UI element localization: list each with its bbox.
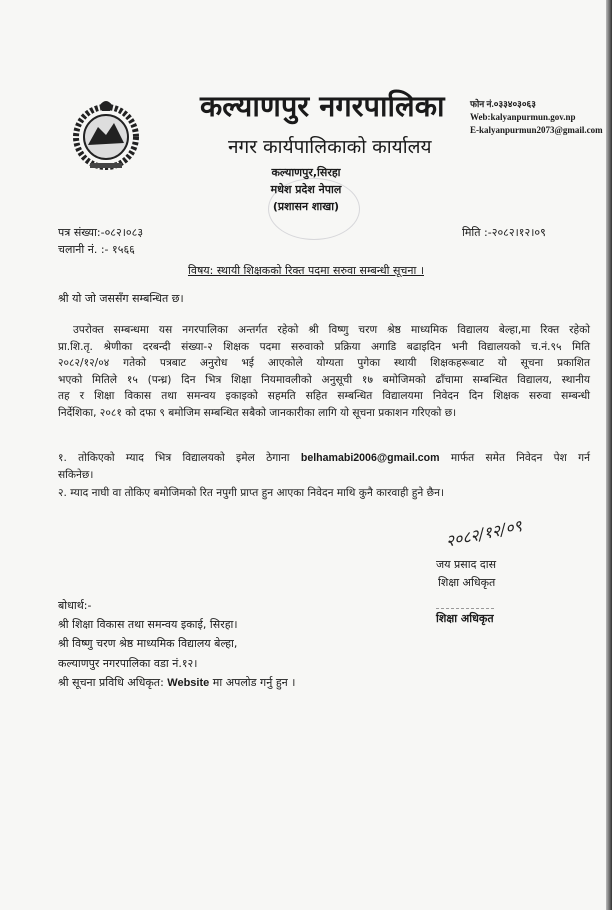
cc-item: श्री शिक्षा विकास तथा समन्वय इकाई, सिरहा। bbox=[58, 618, 238, 631]
school-email: belhamabi2006@gmail.com bbox=[300, 452, 440, 464]
email: E-kalyanpurmun2073@gmail.com bbox=[470, 125, 603, 135]
nepal-emblem-logo bbox=[70, 97, 142, 172]
scan-edge bbox=[606, 0, 612, 910]
handwritten-signature: २०८२/१२/०९ bbox=[443, 516, 524, 551]
cc-website: Website bbox=[167, 677, 210, 689]
designation-stamp: शिक्षा अधिकृत bbox=[436, 608, 494, 626]
body-line: भएको मितिले १५ (पन्ध्र) दिन भित्र शिक्षा नियमावलीको अनुसूची १७ बमोजिमको ढाँचामा सम्बन्धित विद्यालय, स्थानीय bbox=[58, 373, 590, 386]
body-line: उपरोक्त सम्बन्धमा यस नगरपालिका अन्तर्गत रहेको श्री विष्णु चरण श्रेष्ठ माध्यमिक विद्यालय बेल्हा,मा रिक्त रहेको bbox=[73, 324, 590, 336]
date: मिति :-२०८२।१२।०९ bbox=[462, 226, 546, 239]
municipality-title: कल्याणपुर नगरपालिका bbox=[200, 89, 445, 123]
address-line: मधेश प्रदेश नेपाल bbox=[270, 183, 342, 196]
salutation: श्री यो जो जससँग सम्बन्धित छ। bbox=[58, 292, 184, 305]
subject-text: विषय: स्थायी शिक्षकको रिक्त पदमा सरुवा सम्बन्धी सूचना । bbox=[187, 264, 424, 277]
body-paragraph bbox=[58, 322, 590, 421]
point-2: २. म्याद नाघी वा तोकिए बमोजिमको रित नपुगी प्राप्त हुन आएका निवेदन माथि कुनै कारवाही हुने छैन। bbox=[58, 487, 444, 499]
cc-text: श्री सूचना प्रविधि अधिकृत: bbox=[58, 676, 164, 689]
point-text: मार्फत समेत निवेदन पेश गर्न bbox=[450, 452, 590, 464]
cc-item: कल्याणपुर नगरपालिका वडा नं.१२। bbox=[58, 657, 198, 670]
point-text: सकिनेछ। bbox=[58, 468, 94, 481]
body-line: निर्देशिका, २०८१ को दफा ९ बमोजिम सम्बन्धित सबैको जानकारीका लागि यो सूचना प्रकाशन गरिएको छ। bbox=[58, 406, 457, 419]
body-line: तह र शिक्षा विकास तथा समन्वय इकाइको सहमति सहित सम्बन्धित विद्यालयमा निवेदन दिन शिक्षक सरुवा सम्बन्धी bbox=[58, 390, 590, 402]
cc-item bbox=[58, 675, 295, 690]
letter-number: पत्र संख्या:-०८२।०८३ bbox=[58, 226, 144, 239]
address-line: कल्याणपुर,सिरहा bbox=[271, 166, 341, 179]
point-text: १. तोकिएको म्याद भित्र विद्यालयको इमेल ठेगाना bbox=[58, 452, 290, 464]
address-line: (प्रशासन शाखा) bbox=[272, 200, 340, 213]
office-subtitle: नगर कार्यपालिकाको कार्यालय bbox=[228, 136, 432, 158]
signatory-name: जय प्रसाद दास bbox=[436, 558, 497, 571]
subject bbox=[0, 263, 612, 278]
point-1 bbox=[58, 450, 590, 467]
body-line: २०८२/१२/०४ गतेको पत्रबाट अनुरोध भई आएकोले योग्यता पुगेका स्थायी शिक्षकहरूबाट यो सूचना प्रकाशित bbox=[58, 357, 590, 369]
cc-item: श्री विष्णु चरण श्रेष्ठ माध्यमिक विद्यालय बेल्हा, bbox=[58, 637, 238, 650]
cc-label: बोधार्थ:- bbox=[58, 599, 92, 612]
signatory-designation: शिक्षा अधिकृत bbox=[438, 576, 496, 589]
dispatch-number: चलानी नं. :- १५६६ bbox=[58, 243, 135, 256]
cc-text: मा अपलोड गर्नु हुन । bbox=[212, 676, 296, 689]
body-line: प्रा.शि.तृ. श्रेणीका दरबन्दी संख्या-२ शिक्षक पदमा सरुवाको प्रक्रिया अगाडि बढाइदिन भनी विद्यालयको च.नं.९५ मिति bbox=[58, 340, 590, 353]
phone: फोन नं.०३३४०३०६३ bbox=[470, 99, 536, 109]
website: Web:kalyanpurmun.gov.np bbox=[470, 112, 576, 122]
points-list bbox=[58, 450, 590, 502]
